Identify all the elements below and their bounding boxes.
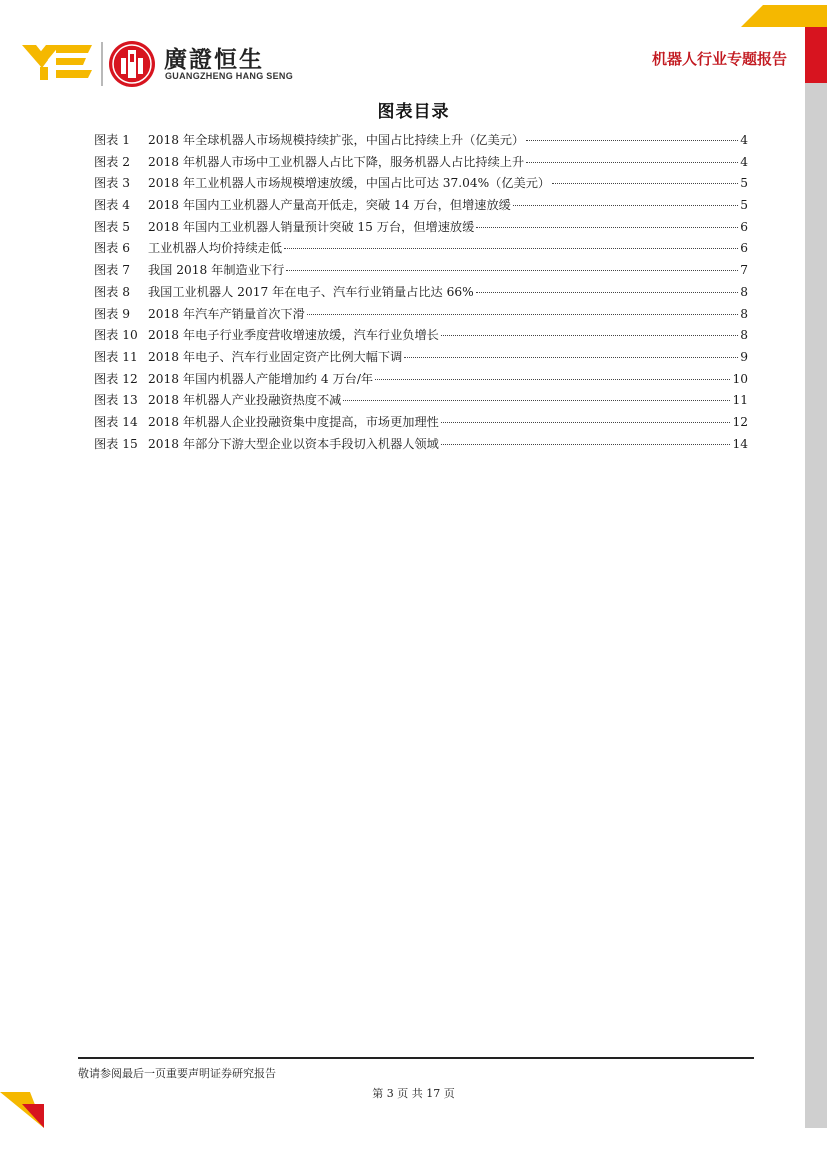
logo-english-name: GUANGZHENG HANG SENG bbox=[165, 71, 294, 81]
toc-entry[interactable] bbox=[94, 217, 748, 239]
toc-entry[interactable] bbox=[94, 412, 748, 434]
toc-entry-label: 图表 8 bbox=[94, 284, 131, 299]
toc-dot-leader bbox=[441, 444, 731, 445]
toc-entry-label: 图表 7 bbox=[94, 263, 131, 278]
toc-list bbox=[94, 130, 748, 455]
toc-entry-page: 4 bbox=[740, 133, 748, 147]
toc-entry-text: 我国工业机器人 2017 年在电子、汽车行业销量占比达 66% bbox=[148, 284, 474, 299]
toc-entry[interactable] bbox=[94, 304, 748, 326]
page-number: 第 3 页 共 17 页 bbox=[372, 1087, 455, 1100]
toc-entry-text: 2018 年工业机器人市场规模增速放缓，中国占比可达 37.04%（亿美元） bbox=[148, 176, 551, 191]
toc-entry[interactable] bbox=[94, 347, 748, 369]
toc-dot-leader bbox=[441, 335, 738, 336]
logo-divider bbox=[101, 42, 103, 86]
toc-entry-page: 11 bbox=[732, 393, 748, 408]
toc-entry-text: 2018 年全球机器人市场规模持续扩张，中国占比持续上升（亿美元） bbox=[148, 133, 525, 147]
toc-entry[interactable] bbox=[94, 282, 748, 304]
toc-dot-leader bbox=[404, 357, 738, 358]
toc-entry-label: 图表 13 bbox=[94, 393, 138, 408]
toc-dot-leader bbox=[526, 140, 738, 141]
toc-entry-label: 图表 3 bbox=[94, 176, 131, 191]
right-red-band bbox=[805, 27, 827, 83]
toc-entry-text: 2018 年部分下游大型企业以资本手段切入机器人领域 bbox=[148, 436, 439, 451]
toc-entry-page: 14 bbox=[732, 436, 748, 451]
toc-entry-label: 图表 1 bbox=[94, 133, 131, 147]
toc-entry-page: 12 bbox=[732, 414, 748, 429]
toc-dot-leader bbox=[526, 162, 738, 163]
toc-dot-leader bbox=[513, 205, 738, 206]
toc-entry[interactable] bbox=[94, 325, 748, 347]
toc-title: 图表目录 bbox=[377, 102, 450, 122]
report-type-label: 机器人行业专题报告 bbox=[651, 50, 787, 68]
toc-entry-text: 2018 年电子、汽车行业固定资产比例大幅下调 bbox=[148, 349, 403, 364]
toc-entry-label: 图表 5 bbox=[94, 219, 131, 234]
toc-entry-label: 图表 15 bbox=[94, 436, 138, 451]
toc-entry-text: 工业机器人均价持续走低 bbox=[148, 241, 283, 256]
right-gray-band bbox=[805, 83, 827, 1128]
toc-dot-leader bbox=[375, 379, 730, 380]
toc-dot-leader bbox=[476, 227, 738, 228]
toc-dot-leader bbox=[552, 183, 738, 184]
toc-entry-page: 8 bbox=[740, 306, 748, 321]
toc-entry[interactable] bbox=[94, 260, 748, 282]
toc-entry[interactable] bbox=[94, 369, 748, 391]
toc-entry-page: 9 bbox=[740, 349, 748, 364]
toc-dot-leader bbox=[307, 314, 738, 315]
toc-entry-label: 图表 14 bbox=[94, 414, 138, 429]
toc-entry-text: 2018 年国内工业机器人销量预计突破 15 万台，但增速放缓 bbox=[148, 219, 475, 234]
toc-entry-text: 2018 年机器人企业投融资集中度提高，市场更加理性 bbox=[148, 414, 439, 429]
toc-entry-page: 4 bbox=[740, 154, 748, 169]
toc-entry-label: 图表 10 bbox=[94, 328, 138, 343]
toc-dot-leader bbox=[441, 422, 731, 423]
toc-entry[interactable] bbox=[94, 238, 748, 260]
toc-dot-leader bbox=[286, 270, 738, 271]
toc-entry-page: 5 bbox=[740, 176, 748, 191]
toc-dot-leader bbox=[284, 248, 738, 249]
toc-entry-text: 2018 年汽车产销量首次下滑 bbox=[148, 306, 305, 321]
toc-entry-label: 图表 4 bbox=[94, 198, 131, 213]
toc-entry-text: 2018 年机器人产业投融资热度不减 bbox=[148, 393, 342, 408]
toc-entry[interactable] bbox=[94, 195, 748, 217]
toc-entry-label: 图表 2 bbox=[94, 154, 131, 169]
ye-logo-icon bbox=[22, 42, 94, 82]
toc-entry-page: 8 bbox=[740, 328, 748, 343]
toc-entry-label: 图表 12 bbox=[94, 371, 138, 386]
toc-entry-page: 7 bbox=[740, 263, 748, 278]
toc-entry-page: 10 bbox=[732, 371, 748, 386]
toc-entry-label: 图表 11 bbox=[94, 349, 138, 364]
toc-entry-text: 我国 2018 年制造业下行 bbox=[148, 263, 285, 278]
company-logo bbox=[22, 40, 302, 92]
toc-entry-label: 图表 9 bbox=[94, 306, 131, 321]
toc-entry-text: 2018 年国内机器人产能增加约 4 万台/年 bbox=[148, 371, 374, 386]
toc-entry[interactable] bbox=[94, 152, 748, 174]
footer-disclaimer-note: 敬请参阅最后一页重要声明证券研究报告 bbox=[78, 1067, 276, 1080]
toc-entry[interactable] bbox=[94, 173, 748, 195]
toc-entry[interactable] bbox=[94, 390, 748, 412]
toc-dot-leader bbox=[476, 292, 739, 293]
logo-chinese-name: 廣證恒生 bbox=[164, 47, 264, 73]
top-right-band-notch bbox=[741, 5, 763, 27]
toc-entry-page: 6 bbox=[740, 241, 748, 256]
toc-entry-page: 5 bbox=[740, 198, 748, 213]
toc-entry-page: 6 bbox=[740, 219, 748, 234]
toc-entry-text: 2018 年机器人市场中工业机器人占比下降，服务机器人占比持续上升 bbox=[148, 154, 525, 169]
toc-entry-text: 2018 年国内工业机器人产量高开低走，突破 14 万台，但增速放缓 bbox=[148, 198, 511, 213]
toc-entry[interactable] bbox=[94, 130, 748, 152]
toc-entry-label: 图表 6 bbox=[94, 241, 131, 256]
seal-logo-icon bbox=[108, 40, 156, 88]
toc-entry-page: 8 bbox=[740, 284, 748, 299]
footer-rule bbox=[78, 1057, 754, 1059]
toc-dot-leader bbox=[343, 400, 730, 401]
toc-entry[interactable] bbox=[94, 434, 748, 456]
toc-entry-text: 2018 年电子行业季度营收增速放缓，汽车行业负增长 bbox=[148, 328, 439, 343]
